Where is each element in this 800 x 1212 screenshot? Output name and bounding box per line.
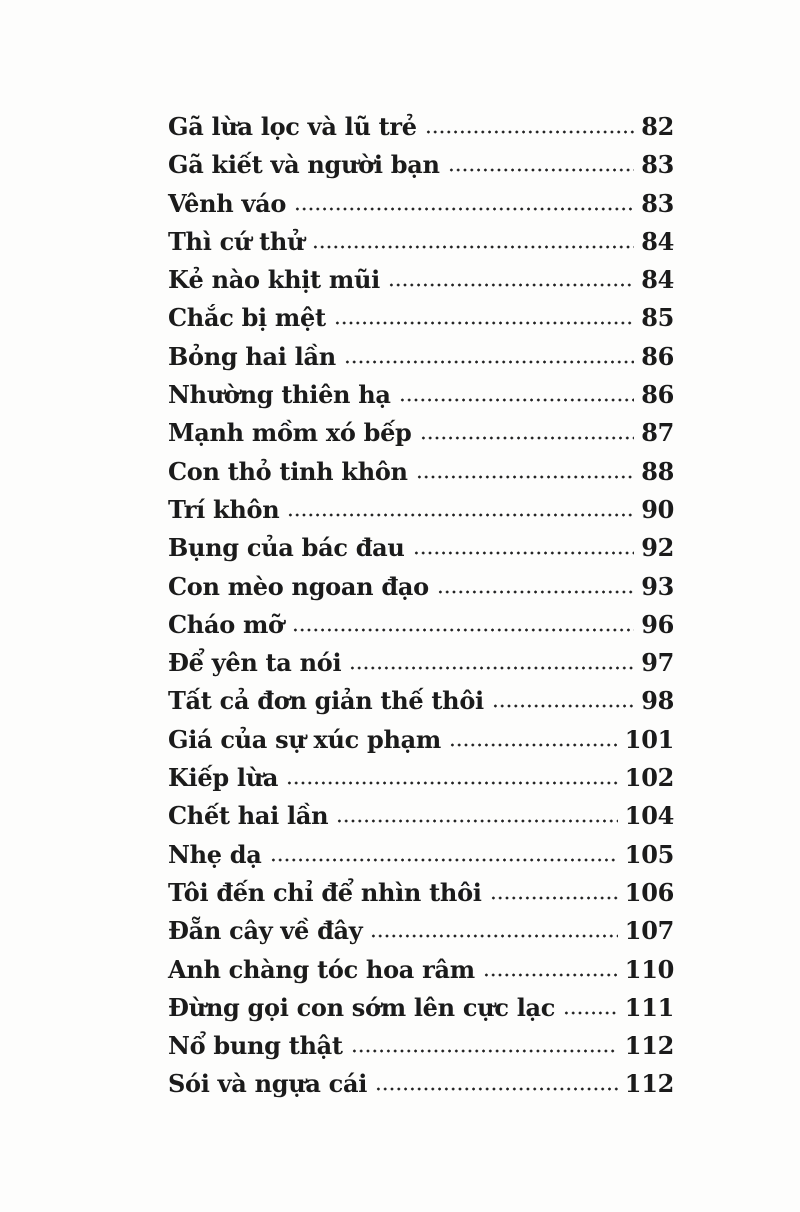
toc-entry-page-number: 90 bbox=[641, 494, 674, 524]
toc-entry-page-number: 88 bbox=[641, 456, 674, 486]
toc-entry bbox=[168, 572, 674, 610]
toc-entry bbox=[168, 112, 674, 150]
toc-entry-title: Gã kiết và người bạn bbox=[168, 150, 440, 180]
dotted-leader bbox=[490, 896, 618, 901]
toc-entry-page-number: 110 bbox=[624, 954, 674, 984]
toc-entry-page-number: 104 bbox=[624, 801, 674, 831]
toc-entry bbox=[168, 533, 674, 571]
toc-entry-page-number: 83 bbox=[641, 150, 674, 180]
toc-entry bbox=[168, 878, 674, 916]
dotted-leader bbox=[294, 207, 634, 212]
toc-entry bbox=[168, 648, 674, 686]
dotted-leader bbox=[416, 475, 634, 480]
toc-entry bbox=[168, 150, 674, 188]
toc-entry bbox=[168, 418, 674, 456]
dotted-leader bbox=[375, 1087, 618, 1092]
toc-entry-page-number: 112 bbox=[624, 1069, 674, 1099]
toc-entry-title: Nhẹ dạ bbox=[168, 839, 262, 869]
dotted-leader bbox=[563, 1011, 618, 1016]
toc-entry bbox=[168, 303, 674, 341]
toc-entry-page-number: 111 bbox=[624, 992, 674, 1022]
toc-entry-page-number: 86 bbox=[641, 341, 674, 371]
toc-entry bbox=[168, 457, 674, 495]
toc-entry bbox=[168, 1069, 674, 1107]
toc-entry-page-number: 102 bbox=[624, 763, 674, 793]
dotted-leader bbox=[449, 743, 618, 748]
dotted-leader bbox=[334, 321, 634, 326]
toc-entry-page-number: 86 bbox=[641, 380, 674, 410]
toc-entry-title: Con thỏ tinh khôn bbox=[168, 456, 408, 486]
dotted-leader bbox=[349, 666, 634, 671]
toc-entry-title: Bụng của bác đau bbox=[168, 533, 405, 563]
toc-entry-title: Thì cứ thử bbox=[168, 226, 305, 256]
dotted-leader bbox=[370, 934, 617, 939]
toc-entry bbox=[168, 955, 674, 993]
dotted-leader bbox=[420, 436, 635, 441]
dotted-leader bbox=[286, 781, 618, 786]
toc-entry-title: Kiếp lừa bbox=[168, 763, 279, 793]
toc-entry bbox=[168, 265, 674, 303]
dotted-leader bbox=[270, 858, 618, 863]
dotted-leader bbox=[448, 168, 635, 173]
dotted-leader bbox=[344, 360, 634, 365]
dotted-leader bbox=[399, 398, 635, 403]
toc-entry-title: Trí khôn bbox=[168, 494, 280, 524]
toc-entry bbox=[168, 189, 674, 227]
toc-entry-title: Tôi đến chỉ để nhìn thôi bbox=[168, 877, 482, 907]
toc-entry-page-number: 106 bbox=[624, 877, 674, 907]
toc-entry bbox=[168, 1031, 674, 1069]
toc-entry-page-number: 101 bbox=[624, 724, 674, 754]
toc-entry-title: Bỏng hai lần bbox=[168, 341, 336, 371]
toc-entry bbox=[168, 840, 674, 878]
dotted-leader bbox=[492, 704, 634, 709]
toc-entry-title: Vênh váo bbox=[168, 188, 287, 218]
toc-entry-title: Đừng gọi con sớm lên cực lạc bbox=[168, 992, 556, 1022]
toc-entry-page-number: 93 bbox=[641, 571, 674, 601]
toc-entry bbox=[168, 227, 674, 265]
toc-entry-title: Đẵn cây về đây bbox=[168, 916, 363, 946]
toc-entry bbox=[168, 686, 674, 724]
toc-entry bbox=[168, 342, 674, 380]
toc-entry bbox=[168, 380, 674, 418]
dotted-leader bbox=[336, 819, 618, 824]
dotted-leader bbox=[312, 245, 634, 250]
toc-entry bbox=[168, 916, 674, 954]
toc-entry-title: Tất cả đơn giản thế thôi bbox=[168, 686, 484, 716]
toc-entry-title: Con mèo ngoan đạo bbox=[168, 571, 429, 601]
dotted-leader bbox=[388, 283, 634, 288]
dotted-leader bbox=[292, 628, 634, 633]
toc-entry-page-number: 87 bbox=[641, 418, 674, 448]
toc-list bbox=[168, 112, 674, 1108]
toc-entry-title: Kẻ nào khịt mũi bbox=[168, 265, 380, 295]
toc-entry bbox=[168, 763, 674, 801]
dotted-leader bbox=[483, 973, 618, 978]
toc-entry-page-number: 97 bbox=[641, 648, 674, 678]
toc-entry-title: Giá của sự xúc phạm bbox=[168, 724, 442, 754]
toc-entry-title: Để yên ta nói bbox=[168, 648, 342, 678]
toc-entry-title: Mạnh mồm xó bếp bbox=[168, 418, 412, 448]
toc-entry-title: Cháo mỡ bbox=[168, 609, 284, 639]
toc-entry-title: Chắc bị mệt bbox=[168, 303, 326, 333]
toc-entry-page-number: 96 bbox=[641, 609, 674, 639]
toc-entry-page-number: 85 bbox=[641, 303, 674, 333]
toc-entry-page-number: 112 bbox=[624, 1031, 674, 1061]
toc-entry-title: Sói và ngựa cái bbox=[168, 1069, 368, 1099]
toc-entry bbox=[168, 993, 674, 1031]
toc-entry-title: Nhường thiên hạ bbox=[168, 380, 391, 410]
toc-entry-title: Anh chàng tóc hoa râm bbox=[168, 954, 475, 984]
toc-entry-page-number: 98 bbox=[641, 686, 674, 716]
toc-entry-page-number: 92 bbox=[641, 533, 674, 563]
toc-entry-page-number: 105 bbox=[624, 839, 674, 869]
toc-entry-page-number: 84 bbox=[641, 226, 674, 256]
toc-entry-page-number: 83 bbox=[641, 188, 674, 218]
dotted-leader bbox=[425, 130, 634, 135]
toc-entry-title: Gã lừa lọc và lũ trẻ bbox=[168, 112, 417, 141]
dotted-leader bbox=[351, 1049, 618, 1054]
toc-entry bbox=[168, 610, 674, 648]
toc-entry bbox=[168, 495, 674, 533]
toc-entry bbox=[168, 801, 674, 839]
toc-entry-page-number: 84 bbox=[641, 265, 674, 295]
toc-entry-title: Chết hai lần bbox=[168, 801, 329, 831]
dotted-leader bbox=[413, 551, 635, 556]
toc-entry-page-number: 82 bbox=[641, 112, 674, 141]
toc-entry-page-number: 107 bbox=[624, 916, 674, 946]
dotted-leader bbox=[287, 513, 634, 518]
toc-entry bbox=[168, 725, 674, 763]
toc-entry-title: Nổ bung thật bbox=[168, 1031, 343, 1061]
dotted-leader bbox=[437, 590, 634, 595]
